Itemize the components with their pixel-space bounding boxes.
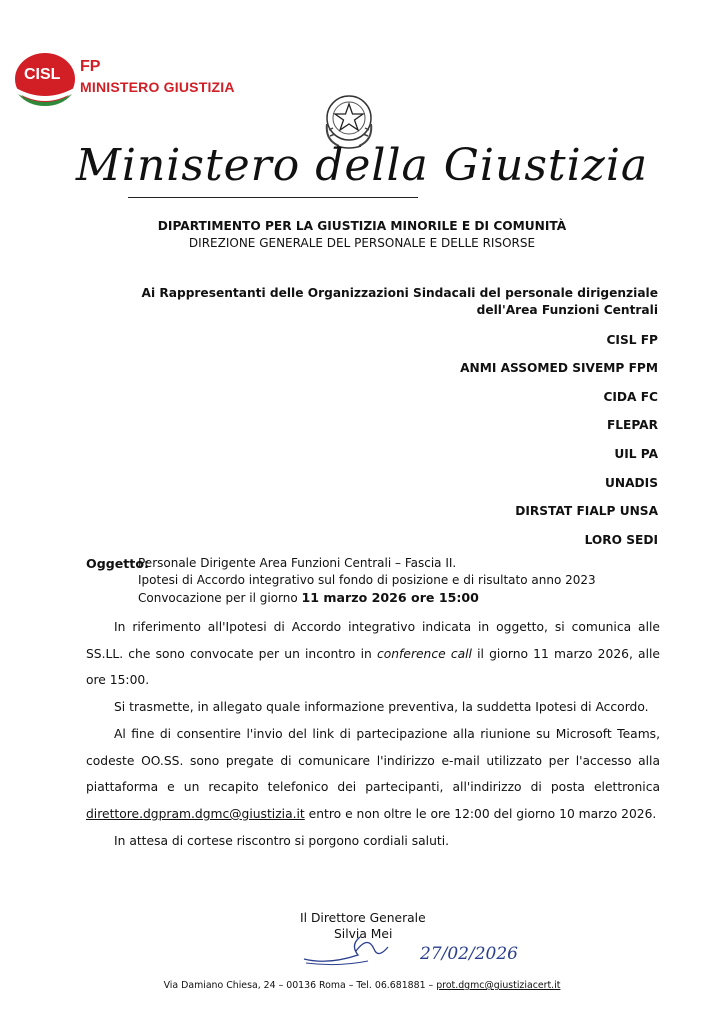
subject-line2: Ipotesi di Accordo integrativo sul fondo di posizione e di risultato anno 2023 bbox=[138, 573, 596, 587]
recipients-intro-line1: Ai Rappresentanti delle Organizzazioni Sindacali del personale dirigenziale bbox=[141, 286, 658, 300]
body-p3-a: Al fine di consentire l'invio del link di partecipazione alla riunione su Microsoft Teams, codeste OO.SS. sono pregate di comunicare l'indirizzo e-mail utilizzato per l'accesso alla piattaforma e un recapito telefonico dei partecipanti, all'indirizzo di posta elettronica bbox=[86, 726, 660, 795]
signature-name: Silvia Mei bbox=[334, 927, 393, 941]
recipients-block bbox=[98, 285, 658, 548]
logo-fp-text: FP bbox=[80, 58, 101, 75]
handwritten-signature-icon bbox=[298, 925, 538, 973]
footer-address: Via Damiano Chiesa, 24 – 00136 Roma – Tel. 06.681881 – bbox=[163, 980, 437, 991]
subject-lines bbox=[138, 555, 658, 607]
ministry-underline bbox=[128, 197, 418, 198]
body-paragraph-3 bbox=[86, 721, 660, 828]
subject-line3-date: 11 marzo 2026 ore 15:00 bbox=[301, 590, 479, 605]
signature-title: Il Direttore Generale bbox=[300, 911, 426, 925]
recipient-item: DIRSTAT FIALP UNSA bbox=[515, 504, 658, 519]
ministry-title: Ministero della Giustizia bbox=[75, 140, 649, 191]
logo-circle-text: CISL bbox=[24, 66, 61, 83]
body-p3-b: entro e non oltre le ore 12:00 del giorno 10 marzo 2026. bbox=[304, 806, 657, 821]
subject-block bbox=[86, 555, 596, 605]
body-paragraph-1 bbox=[86, 614, 660, 694]
subject-label: Oggetto: bbox=[86, 556, 150, 571]
cisl-fp-logo bbox=[14, 52, 244, 112]
body-paragraph-4: In attesa di cortese riscontro si porgono cordiali saluti. bbox=[114, 833, 450, 848]
recipient-item: UNADIS bbox=[605, 475, 658, 490]
recipient-item: CIDA FC bbox=[603, 389, 658, 404]
recipient-item: LORO SEDI bbox=[584, 532, 658, 547]
recipient-item: FLEPAR bbox=[606, 418, 658, 433]
director-email-link[interactable]: direttore.dgpram.dgmc@giustizia.it bbox=[86, 806, 305, 821]
subject-line3-prefix: Convocazione per il giorno bbox=[138, 591, 302, 605]
body-p1-b: il giorno 11 marzo 2026, alle ore 15:00. bbox=[86, 646, 660, 688]
page-footer bbox=[0, 980, 724, 991]
recipient-item: CISL FP bbox=[606, 332, 658, 347]
recipients-intro bbox=[98, 285, 658, 319]
footer-email-link[interactable]: prot.dgmc@giustiziacert.it bbox=[436, 980, 561, 991]
logo-subtitle: MINISTERO GIUSTIZIA bbox=[80, 79, 235, 95]
subject-line1: Personale Dirigente Area Funzioni Centrali – Fascia II. bbox=[138, 556, 457, 570]
handwritten-date: 27/02/2026 bbox=[420, 944, 518, 964]
letter-body bbox=[86, 614, 660, 854]
recipients-list bbox=[98, 332, 658, 548]
department-heading: DIPARTIMENTO PER LA GIUSTIZIA MINORILE E DI COMUNITÀ bbox=[157, 219, 567, 233]
recipient-item: ANMI ASSOMED SIVEMP FPM bbox=[460, 361, 658, 376]
recipient-item: UIL PA bbox=[614, 446, 658, 461]
recipients-intro-line2: dell'Area Funzioni Centrali bbox=[476, 303, 658, 317]
body-paragraph-2: Si trasmette, in allegato quale informazione preventiva, la suddetta Ipotesi di Accordo. bbox=[114, 700, 649, 715]
body-p1-emphasis: conference call bbox=[376, 646, 472, 661]
subject-line3 bbox=[138, 589, 658, 607]
body-p1-a: In riferimento all'Ipotesi di Accordo integrativo indicata in oggetto, si comunica alle SS.LL. che sono convocate per un incontro in bbox=[86, 620, 660, 661]
direction-heading: DIREZIONE GENERALE DEL PERSONALE E DELLE RISORSE bbox=[188, 236, 536, 250]
